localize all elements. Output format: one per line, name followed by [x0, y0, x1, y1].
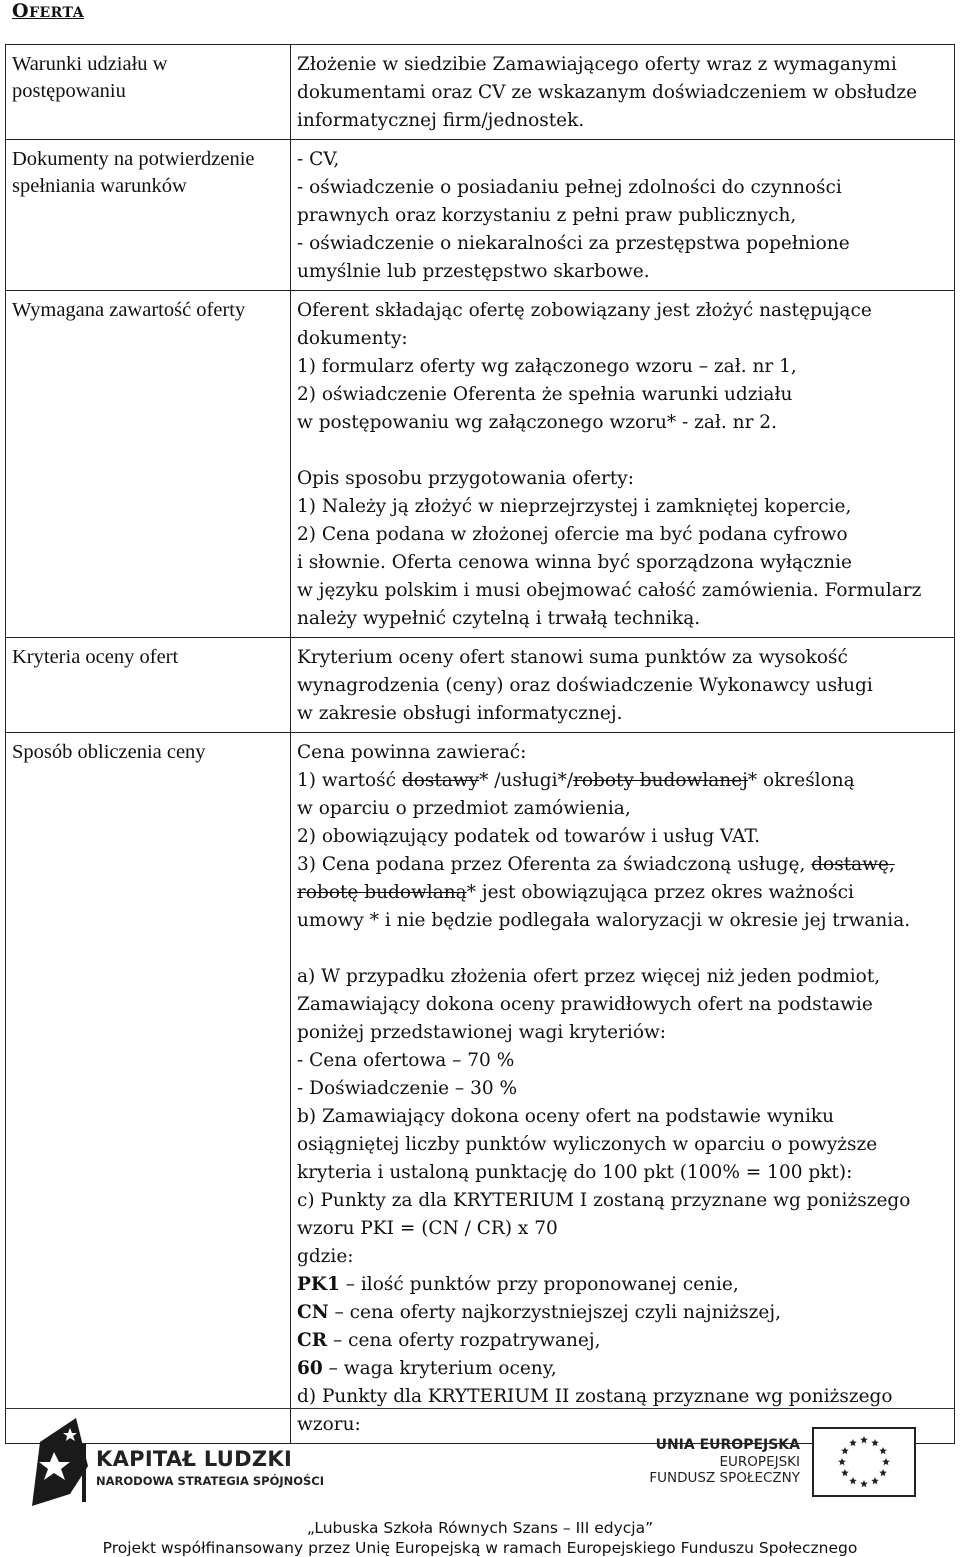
footer-divider — [5, 1408, 955, 1409]
row-value: Kryterium oceny ofert stanowi suma punktów za wysokość wynagrodzenia (ceny) oraz doświadczenie Wykonawcy usługi w zakresie obsługi informatycznej. — [291, 638, 955, 733]
kapital-ludzki-subtitle: NARODOWA STRATEGIA SPÓJNOŚCI — [96, 1474, 325, 1488]
row-label: Sposób obliczenia ceny — [6, 733, 291, 1444]
eu-fund-line: EUROPEJSKI — [719, 1454, 800, 1470]
offer-table — [5, 44, 955, 1444]
row-value: Oferent składając ofertę zobowiązany jest złożyć następujące dokumenty: 1) formularz oferty wg załączonego wzoru – zał. nr 1, 2) oświadczenie Oferenta że spełnia warunki udziału w postępowaniu wg załączonego wzoru* - zał. nr 2. Opis sposobu przygotowania oferty: 1) Należy ją złożyć w nieprzejrzystej i zamkniętej kopercie, 2) Cena podana w złożonej ofercie ma być podana cyfrowo i słownie. Oferta cenowa winna być sporządzona wyłącznie w języku polskim i musi obejmować całość zamówienia. Formularz należy wypełnić czytelną i trwałą techniką. — [291, 291, 955, 638]
row-label: Dokumenty na potwierdzenie spełniania warunków — [6, 140, 291, 291]
eu-title: UNIA EUROPEJSKA — [655, 1437, 800, 1453]
eu-flag-icon — [812, 1427, 916, 1497]
eu-text-block — [640, 1437, 800, 1486]
kapital-ludzki-title: KAPITAŁ LUDZKI — [96, 1447, 293, 1471]
table-row — [6, 140, 955, 291]
page-heading: OFERTA — [12, 0, 85, 22]
row-value: - CV, - oświadczenie o posiadaniu pełnej zdolności do czynności prawnych oraz korzystaniu z pełni praw publicznych, - oświadczenie o niekaralności za przestępstwa popełnione umyślnie lub przestępstwo skarbowe. — [291, 140, 955, 291]
row-value: Cena powinna zawierać: 1) wartość dostawy* /usługi*/roboty budowlanej* określoną w oparciu o przedmiot zamówienia, 2) obowiązujący podatek od towarów i usług VAT. 3) Cena podana przez Oferenta za świadczoną usługę, dostawę, robotę budowlaną* jest obowiązująca przez okres ważności umowy * i nie będzie podlegała waloryzacji w okresie jej trwania. a) W przypadku złożenia ofert przez więcej niż jeden podmiot, Zamawiający dokona oceny prawidłowych ofert na podstawie poniżej przedstawionej wagi kryteriów: - Cena ofertowa – 70 % - Doświadczenie – 30 % b) Zamawiający dokona oceny ofert na podstawie wyniku osiągniętej liczby punktów wyliczonych w oparciu o powyższe kryteria i ustaloną punktację do 100 pkt (100% = 100 pkt): c) Punkty za dla KRYTERIUM I zostaną przyznane wg poniższego wzoru PKI = (CN / CR) x 70 gdzie: PK1 – ilość punktów przy proponowanej cenie, CN – cena oferty najkorzystniejszej czyli najniższej, CR – cena oferty rozpatrywanej, 60 – waga kryterium oceny, d) Punkty dla KRYTERIUM II zostaną przyznane wg poniższego wzoru: — [291, 733, 955, 1444]
row-value: Złożenie w siedzibie Zamawiającego oferty wraz z wymaganymi dokumentami oraz CV ze wskazanym doświadczeniem w obsłudze informatycznej firm/jednostek. — [291, 45, 955, 140]
table-row — [6, 733, 955, 1444]
row-label: Wymagana zawartość oferty — [6, 291, 291, 638]
project-name: „Lubuska Szkoła Równych Szans – III edycja” — [306, 1519, 654, 1537]
table-row — [6, 638, 955, 733]
row-label: Warunki udziału w postępowaniu — [6, 45, 291, 140]
eu-fund-line: FUNDUSZ SPOŁECZNY — [649, 1470, 800, 1486]
table-row — [6, 291, 955, 638]
table-row — [6, 45, 955, 140]
cofinancing-note: Projekt współfinansowany przez Unię Europejską w ramach Europejskiego Funduszu Społecznego — [102, 1539, 858, 1557]
row-label: Kryteria oceny ofert — [6, 638, 291, 733]
